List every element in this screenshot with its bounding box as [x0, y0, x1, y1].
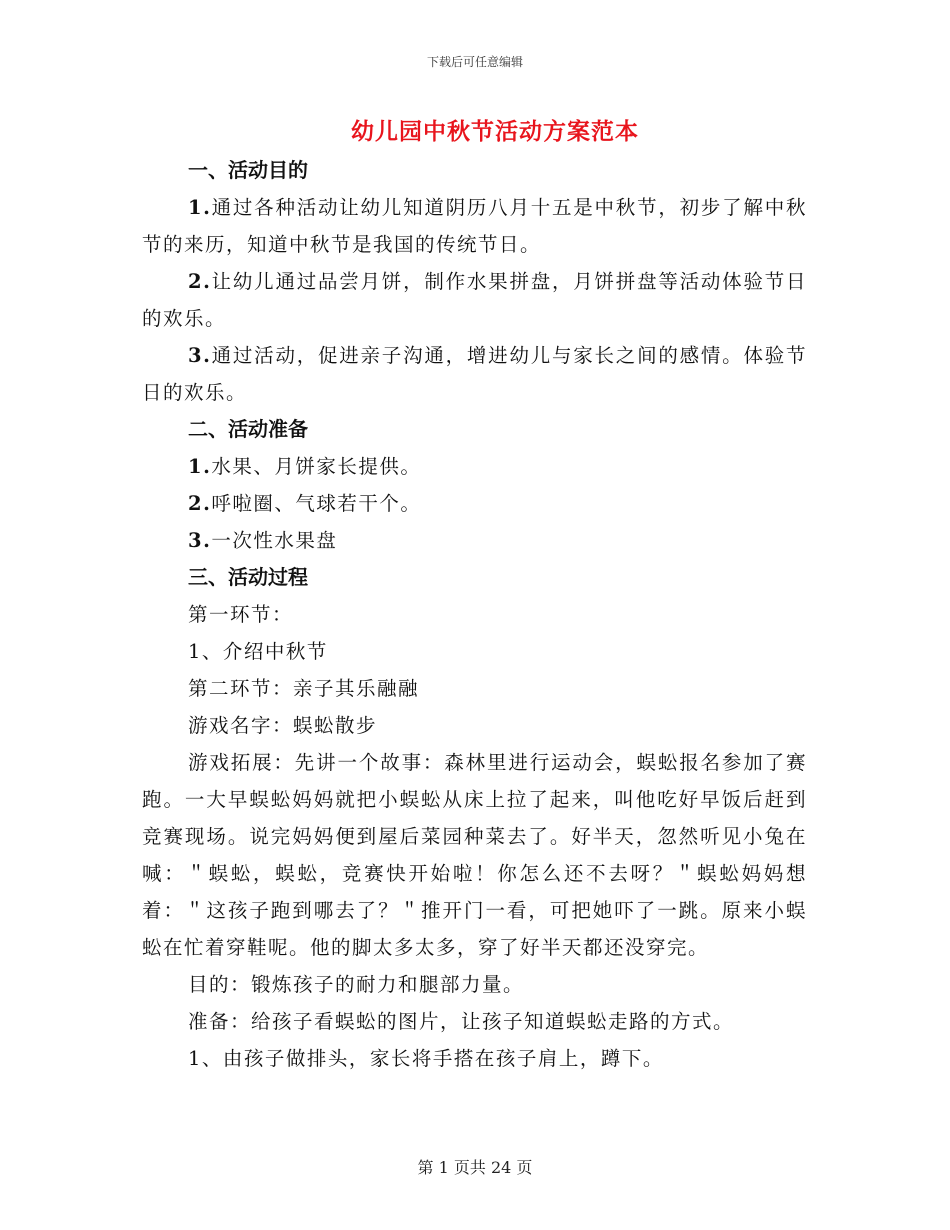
preparation-item-3: [142, 522, 807, 559]
item-text: 让幼儿通过品尝月饼，制作水果拼盘，月饼拼盘等活动体验节日的欢乐。: [142, 270, 807, 330]
section-heading-process: 三、活动过程: [188, 565, 308, 589]
process-paragraph-6: 目的：锻炼孩子的耐力和腿部力量。: [188, 973, 525, 996]
process-paragraph-7: 准备：给孩子看蜈蚣的图片，让孩子知道蜈蚣走路的方式。: [188, 1010, 735, 1033]
process-paragraph-3: 第二环节：亲子其乐融融: [188, 677, 420, 700]
item-text: 一次性水果盘: [211, 529, 338, 552]
page-footer: 第 1 页共 24 页: [417, 1158, 533, 1177]
purpose-item-2: [142, 263, 807, 337]
item-number: 2.: [188, 270, 212, 293]
preparation-item-1: [142, 448, 807, 485]
preparation-item-2: [142, 485, 807, 522]
purpose-item-3: [142, 337, 807, 411]
header-note: 下载后可任意编辑: [426, 55, 523, 69]
purpose-item-1: [142, 189, 807, 263]
item-text: 呼啦圈、气球若干个。: [211, 492, 422, 515]
process-paragraph-8: 1、由孩子做排头，家长将手搭在孩子肩上，蹲下。: [188, 1047, 664, 1070]
process-paragraph-4: 游戏名字：蜈蚣散步: [188, 714, 378, 737]
item-number: 3.: [188, 529, 212, 552]
section-heading-purpose: 一、活动目的: [188, 158, 308, 182]
process-paragraph-1: 第一环节：: [188, 603, 294, 626]
document-title: 幼儿园中秋节活动方案范本: [351, 118, 639, 145]
item-text: 水果、月饼家长提供。: [211, 455, 422, 478]
item-text: 通过活动，促进亲子沟通，增进幼儿与家长之间的感情。体验节日的欢乐。: [142, 344, 807, 404]
item-number: 1.: [188, 455, 212, 478]
item-number: 1.: [188, 196, 212, 219]
process-paragraph-5: 游戏拓展：先讲一个故事：森林里进行运动会，蜈蚣报名参加了赛跑。一大早蜈蚣妈妈就把小蜈蚣从床上拉了起来，叫他吃好早饭后赶到竞赛现场。说完妈妈便到屋后菜园种菜去了。好半天，忽然听见小兔在喊：＂蜈蚣，蜈蚣，竞赛快开始啦！你怎么还不去呀？＂蜈蚣妈妈想着：＂这孩子跑到哪去了？＂推开门一看，可把她吓了一跳。原来小蜈蚣在忙着穿鞋呢。他的脚太多太多，穿了好半天都还没穿完。: [142, 751, 807, 959]
item-number: 2.: [188, 492, 212, 515]
process-paragraph-2: 1、介绍中秋节: [188, 640, 328, 663]
document-body: [142, 152, 807, 1077]
section-heading-preparation: 二、活动准备: [188, 417, 308, 441]
item-number: 3.: [188, 344, 212, 367]
item-text: 通过各种活动让幼儿知道阴历八月十五是中秋节，初步了解中秋节的来历，知道中秋节是我国的传统节日。: [142, 196, 807, 256]
